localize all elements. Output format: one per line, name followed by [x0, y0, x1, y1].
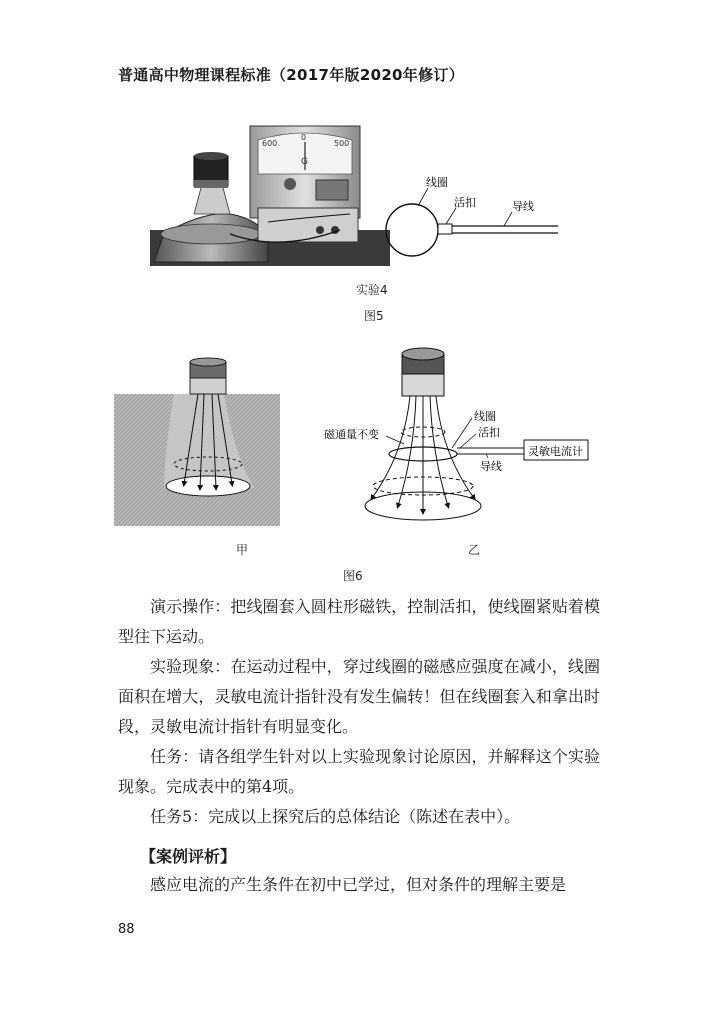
paragraph-demo: 演示操作：把线圈套入圆柱形磁铁，控制活扣，使线圈紧贴着模型往下运动。	[118, 597, 600, 646]
figure-5-caption: 图5	[364, 309, 384, 323]
flux-label: 磁通量不变	[324, 428, 379, 441]
coil-label: 线圈	[426, 176, 448, 189]
paragraph-review: 感应电流的产生条件在初中已学过，但对条件的理解主要是	[150, 875, 567, 894]
figure-6-caption: 图6	[343, 569, 363, 583]
figure-6-left-label: 甲	[236, 543, 249, 557]
running-header: 普通高中物理课程标准（2017年版2020年修订）	[118, 66, 464, 84]
clasp-label-6: 活扣	[478, 426, 500, 439]
experiment-4-photo	[150, 122, 390, 266]
clasp-label: 活扣	[454, 196, 476, 209]
section-title: 【案例评析】	[140, 847, 237, 866]
wire-label: 导线	[512, 200, 534, 213]
figure-6-right-label: 乙	[468, 543, 481, 557]
coil-label-6: 线圈	[474, 410, 496, 423]
galvanometer-label: 灵敏电流计	[528, 445, 583, 458]
paragraph-task-5: 任务5：完成以上探究后的总体结论（陈述在表中）。	[150, 807, 521, 826]
wire-label-6: 导线	[480, 460, 502, 473]
iron-filings-photo	[114, 358, 280, 526]
figure-5	[150, 122, 570, 272]
meter-right-tick: 500	[334, 139, 350, 148]
meter-center-tick: 0	[301, 133, 307, 142]
paragraph-task: 任务：请各组学生针对以上实验现象讨论原因，并解释这个实验现象。完成表中的第4项。	[118, 747, 600, 796]
figure-6	[114, 344, 598, 534]
flux-schematic	[324, 348, 588, 520]
meter-letter: G	[301, 157, 308, 167]
coil-schematic	[386, 175, 558, 256]
meter-left-tick: 600	[262, 139, 278, 148]
page-number: 88	[118, 922, 135, 937]
experiment-4-caption: 实验4	[356, 283, 388, 297]
closing-text	[118, 870, 600, 900]
paragraph-phenomenon: 实验现象：在运动过程中，穿过线圈的磁感应强度在减小，线圈面积在增大，灵敏电流计指针没有发生偏转！但在线圈套入和拿出时段，灵敏电流计指针有明显变化。	[118, 657, 600, 736]
body-text	[118, 592, 600, 832]
